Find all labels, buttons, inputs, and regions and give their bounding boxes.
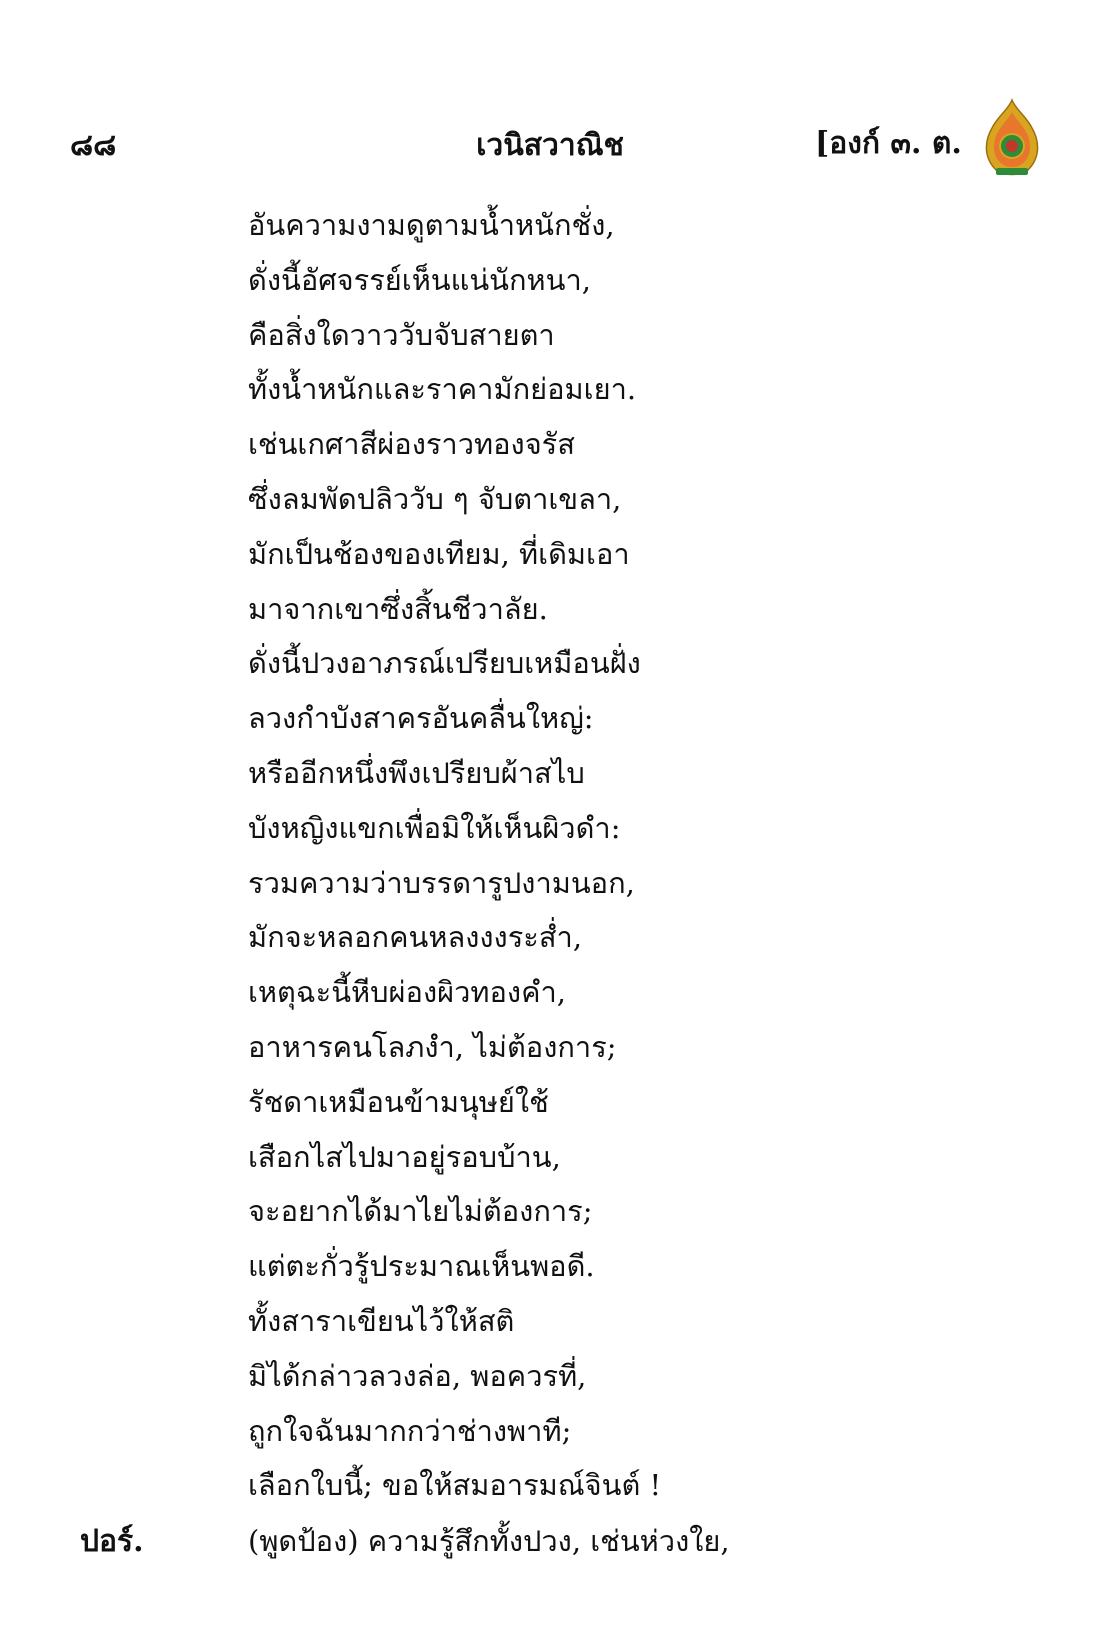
verse-line: เลือกใบนี้; ขอให้สมอารมณ์จินต์ !	[248, 1468, 662, 1503]
verse-line: เสือกไสไปมาอยู่รอบบ้าน,	[248, 1139, 561, 1174]
verse-line: รัชดาเหมือนข้ามนุษย์ใช้	[248, 1084, 549, 1119]
verse-line: ลวงกำบังสาครอันคลื่นใหญ่:	[248, 701, 594, 736]
verse-line: ซึ่งลมพัดปลิววับ ๆ จับตาเขลา,	[248, 481, 622, 516]
running-title: เวนิสวาณิช	[476, 128, 624, 163]
verse-line: ถูกใจฉันมากกว่าช่างพาที;	[248, 1413, 572, 1448]
royal-emblem-icon	[982, 98, 1042, 180]
verse-line: หรืออีกหนึ่งพึงเปรียบผ้าสไบ	[248, 755, 585, 790]
verse-line: แต่ตะกั่วรู้ประมาณเห็นพอดี.	[248, 1249, 595, 1284]
verse-line: บังหญิงแขกเพื่อมิให้เห็นผิวดำ:	[248, 810, 621, 845]
speaker-name: ปอร์.	[80, 1524, 144, 1559]
verse-line: อาหารคนโลภงำ, ไม่ต้องการ;	[248, 1029, 617, 1064]
verse-line: อันความงามดูตามน้ำหนักชั่ง,	[248, 208, 615, 242]
page-number: ๘๘	[70, 128, 117, 163]
verse-line: เหตุฉะนี้หีบผ่องผิวทองคำ,	[248, 975, 566, 1010]
verse-line: ทั้งน้ำหนักและราคามักย่อมเยา.	[248, 372, 637, 407]
act-marker: [องก์ ๓. ต.	[815, 126, 962, 161]
speech-line: (พูดป้อง) ความรู้สึกทั้งปวง, เช่นห่วงใย,	[248, 1524, 730, 1558]
verse-line: ดั่งนี้อัศจรรย์เห็นแน่นักหนา,	[248, 262, 591, 297]
verse-line: มักเป็นช้องของเทียม, ที่เดิมเอา	[248, 536, 630, 571]
verse-line: รวมความว่าบรรดารูปงามนอก,	[248, 865, 635, 900]
verse-lines	[248, 198, 661, 1513]
verse-line: มิได้กล่าวลวงล่อ, พอควรที่,	[248, 1358, 587, 1393]
verse-line: จะอยากได้มาไยไม่ต้องการ;	[248, 1194, 593, 1229]
verse-line: เช่นเกศาสีผ่องราวทองจรัส	[248, 427, 575, 462]
verse-line: คือสิ่งใดวาววับจับสายตา	[248, 317, 555, 352]
verse-line: ดั่งนี้ปวงอาภรณ์เปรียบเหมือนฝั่ง	[248, 646, 641, 681]
verse-line: ทั้งสาราเขียนไว้ให้สติ	[248, 1303, 515, 1338]
verse-line: มาจากเขาซึ่งสิ้นชีวาลัย.	[248, 591, 548, 626]
verse-line: มักจะหลอกคนหลงงงระส่ำ,	[248, 920, 583, 955]
